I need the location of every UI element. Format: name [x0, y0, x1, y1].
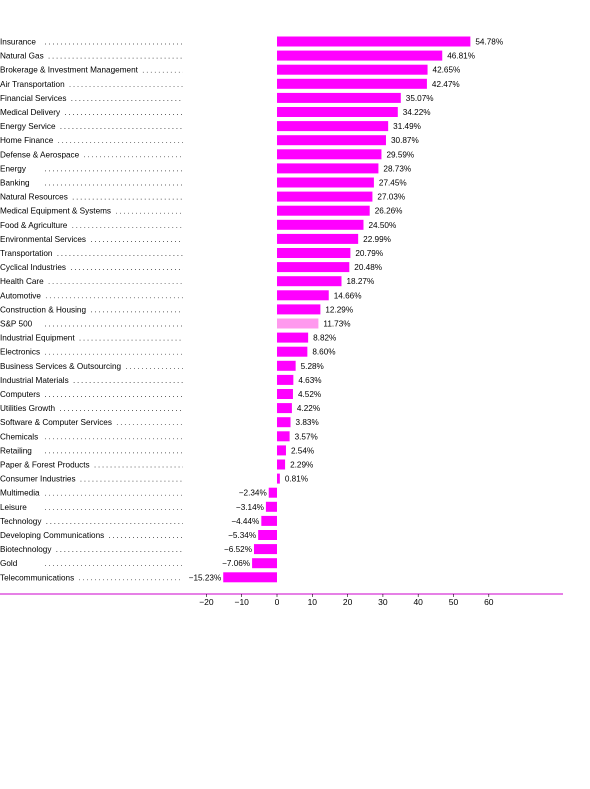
bar-environmental-services [277, 234, 358, 244]
bar-natural-gas [277, 51, 442, 61]
category-label-home-finance: Home Finance [0, 136, 54, 146]
category-label-leisure: Leisure [0, 502, 27, 512]
category-label-medical-delivery: Medical Delivery [0, 108, 61, 117]
x-tick-label: −20 [199, 597, 214, 607]
value-label-cyclical-industries: 20.48% [354, 263, 383, 273]
category-label-health-care: Health Care [0, 277, 44, 287]
bar-industrial-materials [277, 375, 293, 385]
value-label-construction-and-housing: 12.29% [325, 305, 354, 315]
category-label-natural-gas: Natural Gas [0, 51, 44, 61]
category-label-transportation: Transportation [0, 249, 53, 258]
value-label-retailing: 2.54% [290, 446, 315, 456]
bar-cyclical-industries [277, 262, 349, 272]
value-label-natural-gas: 46.81% [447, 51, 476, 61]
bar-software-and-computer-services [277, 417, 291, 427]
x-tick-label: −10 [234, 597, 249, 607]
bar-biotechnology [254, 544, 277, 554]
category-label-construction-and-housing: Construction & Housing [0, 305, 87, 315]
value-label-sandp-500: 11.73% [323, 319, 351, 329]
value-label-food-and-agriculture: 24.50% [368, 220, 397, 230]
bar-consumer-industries [277, 474, 280, 484]
bar-defense-and-aerospace [277, 149, 381, 159]
bar-computers [277, 389, 293, 399]
category-label-air-transportation: Air Transportation [0, 79, 65, 89]
value-label-electronics: 8.60% [312, 347, 336, 357]
category-label-technology: Technology [0, 516, 42, 526]
value-label-software-and-computer-services: 3.83% [295, 418, 319, 428]
category-label-business-services-and-outsourcing: Business Services & Outsourcing [0, 361, 122, 371]
bar-industrial-equipment [277, 333, 308, 343]
category-label-natural-resources: Natural Resources [0, 192, 68, 202]
x-axis-ticks [199, 594, 494, 607]
bar-utilities-growth [277, 403, 292, 413]
value-label-technology: −4.44% [231, 516, 260, 526]
category-label-biotechnology: Biotechnology [0, 545, 52, 555]
value-label-brokerage-and-investment-management: 42.65% [432, 65, 461, 75]
bar-automotive [277, 290, 329, 300]
bar-medical-delivery [277, 107, 398, 117]
bar-retailing [277, 445, 286, 455]
bar-telecommunications [223, 572, 277, 582]
value-label-automotive: 14.66% [333, 291, 362, 301]
value-label-transportation: 20.79% [355, 249, 384, 258]
bar-construction-and-housing [277, 304, 320, 314]
category-label-environmental-services: Environmental Services [0, 234, 87, 244]
value-label-gold: −7.06% [222, 559, 251, 569]
category-label-software-and-computer-services: Software & Computer Services [0, 418, 112, 428]
bar-developing-communications [258, 530, 277, 540]
category-label-financial-services: Financial Services [0, 93, 67, 103]
bar-home-finance [277, 135, 386, 145]
bar-sandp-500 [277, 319, 318, 329]
category-label-banking: Banking [0, 178, 30, 188]
category-label-multimedia: Multimedia [0, 488, 40, 498]
value-label-air-transportation: 42.47% [431, 79, 460, 89]
value-label-industrial-materials: 4.63% [298, 375, 322, 385]
bar-paper-and-forest-products [277, 460, 285, 470]
value-label-computers: 4.52% [297, 390, 322, 399]
value-label-home-finance: 30.87% [390, 136, 419, 146]
value-label-chemicals: 3.57% [294, 432, 318, 442]
bar-energy [277, 163, 378, 173]
category-label-telecommunications: Telecommunications [0, 573, 75, 583]
value-label-environmental-services: 22.99% [363, 234, 391, 244]
bar-transportation [277, 248, 350, 258]
x-tick-label: 30 [378, 597, 388, 607]
value-label-developing-communications: −5.34% [228, 531, 257, 540]
value-label-biotechnology: −6.52% [223, 545, 252, 555]
bar-insurance [277, 37, 470, 47]
value-label-telecommunications: −15.23% [188, 573, 222, 583]
value-label-medical-delivery: 34.22% [402, 108, 431, 117]
value-label-multimedia: −2.34% [238, 488, 267, 498]
value-label-utilities-growth: 4.22% [296, 404, 321, 414]
value-label-paper-and-forest-products: 2.29% [290, 460, 314, 470]
bar-banking [277, 178, 374, 188]
category-label-automotive: Automotive [0, 291, 41, 301]
x-tick-label: 60 [484, 597, 494, 607]
bar-gold [252, 558, 277, 568]
value-label-natural-resources: 27.03% [377, 192, 406, 202]
value-label-banking: 27.45% [378, 178, 407, 188]
category-label-medical-equipment-and-systems: Medical Equipment & Systems [0, 206, 112, 216]
category-label-industrial-materials: Industrial Materials [0, 375, 69, 385]
category-labels [0, 38, 139, 583]
category-label-brokerage-and-investment-management: Brokerage & Investment Management [0, 65, 138, 75]
category-label-paper-and-forest-products: Paper & Forest Products [0, 460, 90, 470]
value-label-energy: 28.73% [383, 164, 412, 174]
value-label-defense-and-aerospace: 29.59% [386, 150, 415, 160]
category-label-gold: Gold [0, 559, 18, 569]
value-label-business-services-and-outsourcing: 5.28% [300, 361, 324, 371]
category-label-chemicals: Chemicals [0, 432, 39, 442]
bar-chemicals [277, 431, 290, 441]
value-label-consumer-industries: 0.81% [284, 474, 309, 484]
bar-business-services-and-outsourcing [277, 361, 296, 371]
bar-health-care [277, 276, 341, 286]
bar-food-and-agriculture [277, 220, 363, 230]
category-label-utilities-growth: Utilities Growth [0, 404, 56, 414]
category-label-developing-communications: Developing Communications [0, 531, 105, 540]
bar-financial-services [277, 93, 401, 103]
bar-multimedia [269, 488, 277, 498]
bar-energy-service [277, 121, 388, 131]
category-label-computers: Computers [0, 390, 41, 399]
value-label-insurance: 54.78% [475, 37, 504, 47]
category-label-sandp-500: S&P 500 [0, 319, 33, 329]
category-label-defense-and-aerospace: Defense & Aerospace [0, 150, 80, 160]
category-label-insurance: Insurance [0, 37, 36, 47]
category-label-energy-service: Energy Service [0, 122, 56, 132]
bar-brokerage-and-investment-management [277, 65, 428, 75]
bar-natural-resources [277, 192, 372, 202]
category-label-consumer-industries: Consumer Industries [0, 474, 76, 484]
value-label-industrial-equipment: 8.82% [313, 333, 337, 343]
category-label-retailing: Retailing [0, 446, 32, 456]
category-label-cyclical-industries: Cyclical Industries [0, 263, 66, 273]
value-label-financial-services: 35.07% [405, 93, 434, 103]
x-tick-label: 0 [274, 597, 280, 607]
x-tick-label: 20 [342, 597, 353, 607]
x-tick-label: 40 [413, 597, 423, 607]
value-labels [189, 38, 503, 583]
category-label-electronics: Electronics [0, 347, 41, 357]
category-label-food-and-agriculture: Food & Agriculture [0, 220, 68, 230]
category-label-industrial-equipment: Industrial Equipment [0, 333, 75, 343]
bar-technology [261, 516, 277, 526]
value-label-medical-equipment-and-systems: 26.26% [374, 206, 403, 216]
bar-electronics [277, 347, 307, 357]
x-tick-label: 10 [307, 597, 318, 607]
x-tick-label: 50 [448, 597, 459, 607]
bar-medical-equipment-and-systems [277, 206, 370, 216]
bar-leisure [266, 502, 277, 512]
category-label-energy: Energy [0, 164, 26, 174]
value-label-health-care: 18.27% [346, 277, 375, 287]
value-label-energy-service: 31.49% [393, 122, 421, 132]
bar-air-transportation [277, 79, 427, 89]
value-label-leisure: −3.14% [235, 502, 264, 512]
